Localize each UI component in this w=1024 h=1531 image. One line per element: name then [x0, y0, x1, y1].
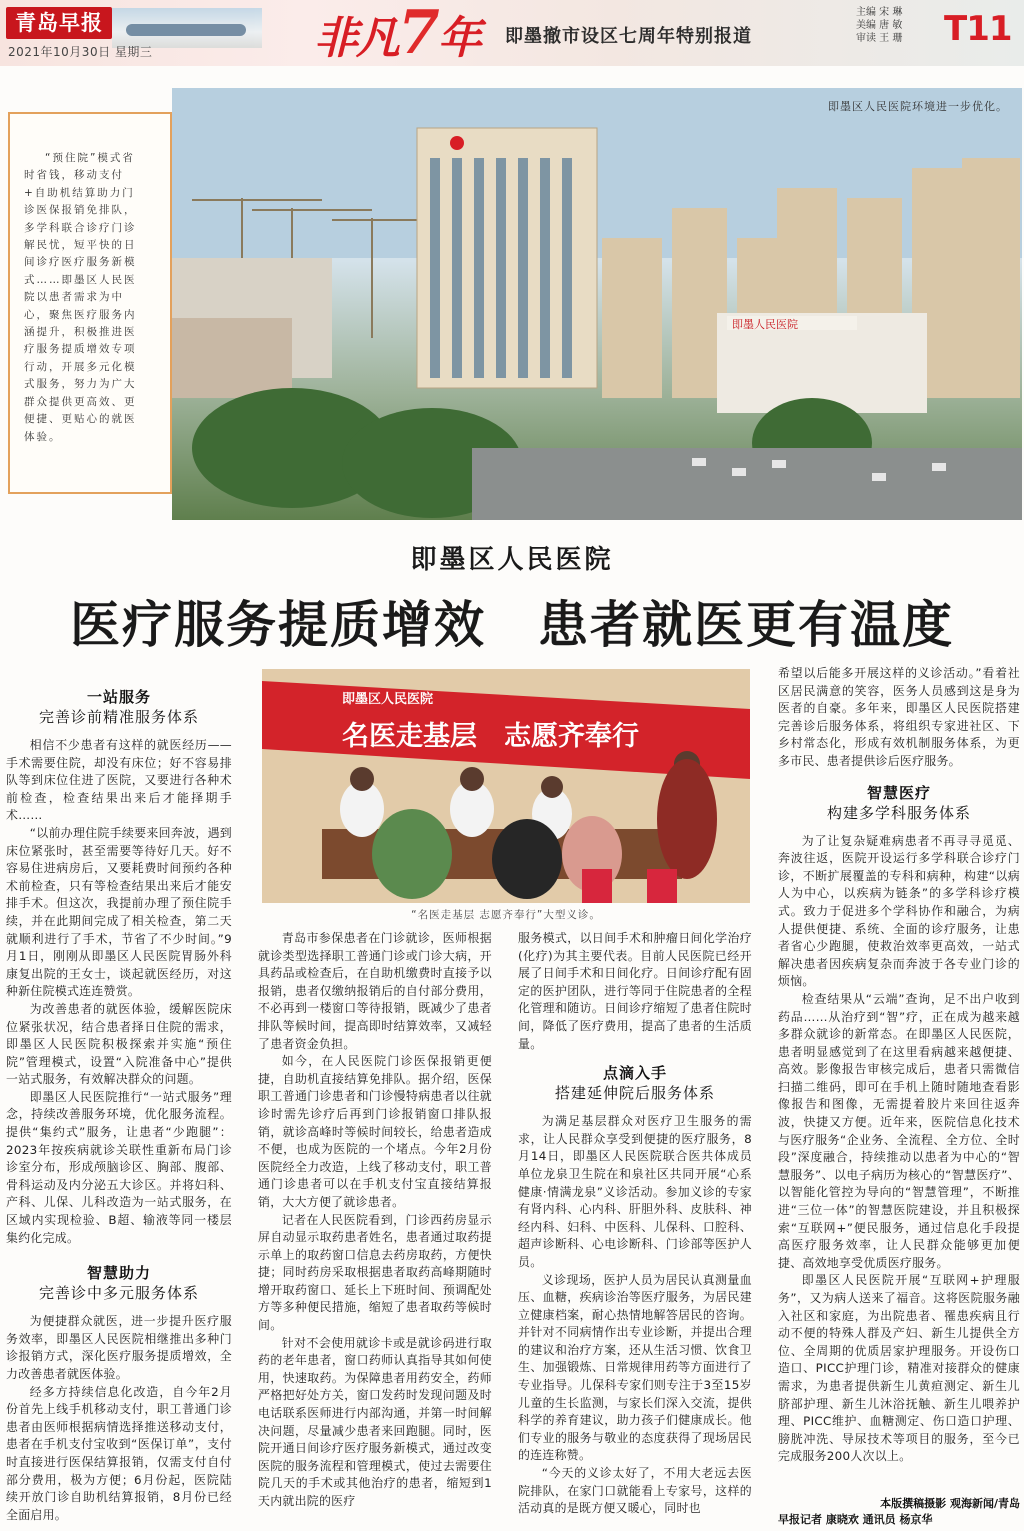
editor-credits [856, 6, 942, 45]
body-paragraph: 青岛市参保患者在门诊就诊，医师根据就诊类型选择职工普通门诊或门诊大病，开具药品或检查后，在自助机缴费时直接予以报销，患者仅缴纳报销后的自付部分费用，不必再到一楼窗口等待报销，既减少了患者排队等候时间，提高即时结算效率，又减轻了患者资金负担。 [258, 931, 492, 1051]
body-column-2 [258, 930, 492, 1528]
hospital-aerial-illustration [172, 88, 1022, 520]
body-paragraph: 为满足基层群众对医疗卫生服务的需求，让人民群众享受到便捷的医疗服务，8月14日，即墨区人民医院联合医共体成员单位龙泉卫生院在和泉社区共同开展“心系健康·情满龙泉”义诊活动。参加义诊的专家有肾内科、心内科、肝胆外科、皮肤科、神经内科、妇科、中医科、儿保科、口腔科、超声诊断科、心电诊断科、门诊部等医护人员。 [518, 1114, 752, 1269]
section-title: 智慧医疗 [866, 783, 931, 802]
section-subtitle: 构建多学科服务体系 [826, 803, 971, 822]
editor-line: 美编 唐 敏 [856, 20, 903, 31]
train-illustration [112, 8, 262, 48]
body-column-3 [518, 930, 752, 1528]
logo-suffix: 年 [437, 13, 480, 64]
logo-prefix: 非凡 [314, 13, 398, 64]
article-headline: 医疗服务提质增效 患者就医更有温度 [70, 596, 954, 654]
byline-line: 本版撰稿摄影 观海新闻/青岛 [880, 1497, 1020, 1510]
top-photo-caption: 即墨区人民医院环境进一步优化。 [828, 100, 1008, 113]
section-subtitle: 搭建延伸院后服务体系 [554, 1084, 715, 1103]
article-kicker: 即墨区人民医院 [410, 545, 614, 575]
body-column-1 [6, 681, 232, 1529]
feature-title: 即墨撤市设区七周年特别报道 [505, 26, 752, 47]
body-paragraph: 义诊现场，医护人员为居民认真测量血压、血糖，疾病诊治等医疗服务，为居民建立健康档案，耐心热情地解答居民的咨询。并针对不同病情作出专业诊断，并提出合理的建议和治疗方案，还从生活习惯、饮食卫生、加强锻炼、日常规律用药等方面进行了专业指导。儿保科专家们则专注于3至15岁儿童的生长监测，与家长们深入交流，提供科学的养育建议，助力孩子们健康成长。他们专业的服务与敬业的态度获得了现场居民的连连称赞。 [518, 1272, 752, 1463]
editor-line: 主编 宋 琳 [856, 7, 903, 18]
body-paragraph: 为便捷群众就医，进一步提升医疗服务效率，即墨区人民医院相继推出多种门诊报销方式，深化医疗服务提质增效，全力改善患者就医体验。 [6, 1314, 232, 1381]
hospital-roof-sign: 即墨人民医院 [732, 318, 798, 331]
issue-date: 2021年10月30日 星期三 [8, 45, 153, 59]
middle-photo-caption: “名医走基层 志愿齐奉行”大型义诊。 [411, 909, 601, 921]
body-paragraph: 服务模式，以日间手术和肿瘤日间化学治疗(化疗)为其主要代表。目前人民医院已经开展了日间手术和日间化疗。日间诊疗配有固定的医护团队，进行等同于住院患者的全程化管理和随访。日间诊疗缩短了患者住院时间，降低了医疗费用，提高了患者的生活质量。 [518, 931, 752, 1051]
body-paragraph: 记者在人民医院看到，门诊西药房显示屏自动显示取药患者姓名，患者通过取药提示单上的取药窗口信息去药房取药，方便快捷；同时药房采取根据患者取药高峰期随时增开取药窗口、延长上下班时间、预调配处方等多种便民措施，缩短了患者取药等候时间。 [258, 1212, 492, 1333]
body-paragraph: 即墨区人民医院推行“一站式服务”理念，持续改善服务环境，优化服务流程。提供“集约式”服务，让患者“少跑腿”：2023年按疾病就诊关联性重新布局门诊诊室分布，形成颅脑诊区、胸部、腹部、骨科运动及内分泌五大诊区。并将妇科、产科、儿保、儿科改造为一站式服务，在区域内实现检验、B超、输液等同一楼层集约化完成。 [6, 1089, 232, 1245]
body-paragraph: 针对不会使用就诊卡或是就诊码进行取药的老年患者，窗口药师认真指导其如何使用，快速取药。为保障患者用药安全，药师严格把好处方关，窗口发药时发现问题及时电话联系医师进行内部沟通，并第一时间解决问题，尽量减少患者来回跑腿。同时，医院开通日间诊疗医疗服务新模式，通过改变医院的服务流程和管理模式，使过去需要住院几天的手术或其他治疗的患者，缩短到1天内就出院的医疗 [258, 1335, 492, 1508]
body-paragraph: 为了让复杂疑难病患者不再寻寻觅觅、奔波往返，医院开设运行多学科联合诊疗门诊，不断扩展覆盖的专科和病种，构建“以病人为中心，以疾病为链条”的多学科诊疗模式。致力于促进多个学科协作和融合，为病人提供便捷、系统、全面的诊疗服务，让患者省心少跑腿，使救治效率更高效，一站式解决患者因疾病复杂而奔波于各专业门诊的烦恼。 [778, 833, 1020, 989]
byline-line: 早报记者 康晓欢 通讯员 杨京华 [778, 1513, 933, 1526]
anniversary-logo [314, 2, 480, 64]
body-paragraph: 即墨区人民医院开展“互联网+护理服务”，又为病人送来了福音。这将医院服务融入社区和家庭，为出院患者、罹患疾病且行动不便的特殊人群及产妇、新生儿提供全方位、全周期的优质居家护理服务。开设伤口造口、PICC护理门诊，精准对接群众的健康需求，为患者提供新生儿黄疸测定、新生儿脐部护理、新生儿沐浴抚触、新生儿喂养护理、PICC维护、血糖测定、伤口造口护理、膀胱冲洗、导尿技术等项目的服务，至今已完成服务200人次以上。 [778, 1273, 1020, 1464]
page-header [0, 0, 1024, 66]
volunteer-clinic-illustration [262, 669, 750, 903]
banner-hospital-name: 即墨区人民医院 [342, 692, 434, 707]
section-subtitle: 完善诊前精准服务体系 [38, 708, 199, 726]
body-paragraph: 经多方持续信息化改造，自今年2月份首先上线手机移动支付，职工普通门诊患者由医师根据病情选择推送移动支付，患者在手机支付宝收到“医保订单”，支付时直接进行医保结算报销，仅需支付自付部分费用，极为方便；6月份起，医院陆续开放门诊自助机结算报销，8月份已经全面启用。 [6, 1384, 232, 1522]
body-paragraph: 为改善患者的就医体验，缓解医院床位紧张状况，结合患者择日住院的需求，即墨区人民医院积极探索并实施“预住院”管理模式，设置“入院准备中心”提供一站式服务，有效解决群众的问题。 [6, 1001, 232, 1087]
section-title: 一站服务 [86, 688, 151, 706]
body-paragraph: “以前办理住院手续要来回奔波，遇到床位紧张时，甚至需要等待好几天。好不容易住进病房后，又要耗费时间预约各种术前检查，只有等检查结果出来后才能安排手术。但这次，我提前办理了预住院手续，并在此期间完成了相关检查，第二天就顺利进行了手术，节省了不少时间。”9月1日，刚刚从即墨区人民医院胃肠外科康复出院的王女士，谈起就医经历，对这种新住院模式连连赞赏。 [6, 825, 232, 999]
body-paragraph: 检查结果从“云端”查询，足不出户收到药品……从治疗到“智”疗，正在成为越来越多群众就诊的新常态。在即墨区人民医院，患者明显感觉到了在这里看病越来越便捷、高效。影像报告审核完成后，患者只需微信扫描二维码，即可在手机上随时随地查看影像报告和图像，无需提着胶片来回往返奔波，快捷又方便。近年来，医院信息化技术与医疗服务“企业务、全流程、全方位、全时段”深度融合，持续推动以患者为中心的“智慧服务”、以电子病历为核心的“智慧医疗”、以智能化管控为导向的“智慧管理”，不断推进“三位一体”的智慧医院建设，并且积极探索“互联网+”便民服务，通过信息化手段提高医疗服务效率，让人民群众能够更加便捷、高效地享受优质医疗服务。 [778, 991, 1020, 1270]
lead-summary: “预住院”模式省时省钱，移动支付+自助机结算助力门诊医保报销免排队，多学科联合诊疗门诊解民忧，短平快的日间诊疗医疗服务新模式……即墨区人民医院以患者需求为中心，聚焦医疗服务内涵提升，积极推进医疗服务提质增效专项行动，开展多元化模式服务，努力为广大群众提供更高效、更便捷、更贴心的就医体验。 [24, 152, 137, 443]
article-byline [778, 1496, 1020, 1528]
page-number: T11 [944, 9, 1012, 49]
section-title: 智慧助力 [86, 1264, 151, 1283]
body-column-4 [778, 665, 1020, 1529]
body-paragraph: 相信不少患者有这样的就医经历——手术需要住院，却没有床位；好不容易排队等到床位住进了医院，又要进行各种术前检查，检查结果出来后才能择期手术…… [6, 738, 232, 823]
hospital-aerial-photo [172, 88, 1022, 520]
newspaper-masthead: 青岛早报 [6, 7, 112, 39]
banner-slogan: 名医走基层 志愿齐奉行 [342, 721, 639, 752]
logo-number: 7 [398, 0, 438, 66]
body-paragraph: 希望以后能多开展这样的义诊活动。”看着社区居民满意的笑容，医务人员感到这是身为医者的自豪。多年来，即墨区人民医院搭建完善诊后服务体系，将组织专家进社区、下乡村常态化，形成有效机制服务体系，为更多市民、患者提供诊后医疗服务。 [778, 666, 1020, 768]
body-paragraph: 如今，在人民医院门诊医保报销更便捷，自助机直接结算免排队。据介绍，医保职工普通门诊患者和门诊慢特病患者以往就诊时需先诊疗后再到门诊报销窗口排队报销，就诊高峰时等候时间较长，给患者造成不便，也成为医院的一个堵点。今年2月份医院经全力改造，上线了移动支付，职工普通门诊患者可以在手机支付宝直接结算报销，大大方便了就诊患者。 [258, 1054, 492, 1209]
editor-line: 审读 王 珊 [856, 33, 903, 44]
section-title: 点滴入手 [602, 1064, 667, 1083]
volunteer-clinic-photo [262, 669, 750, 903]
section-subtitle: 完善诊中多元服务体系 [38, 1284, 199, 1303]
body-paragraph: “今天的义诊太好了，不用大老远去医院排队，在家门口就能看上专家号，这样的活动真的是既方便又暖心，同时也 [518, 1466, 752, 1516]
